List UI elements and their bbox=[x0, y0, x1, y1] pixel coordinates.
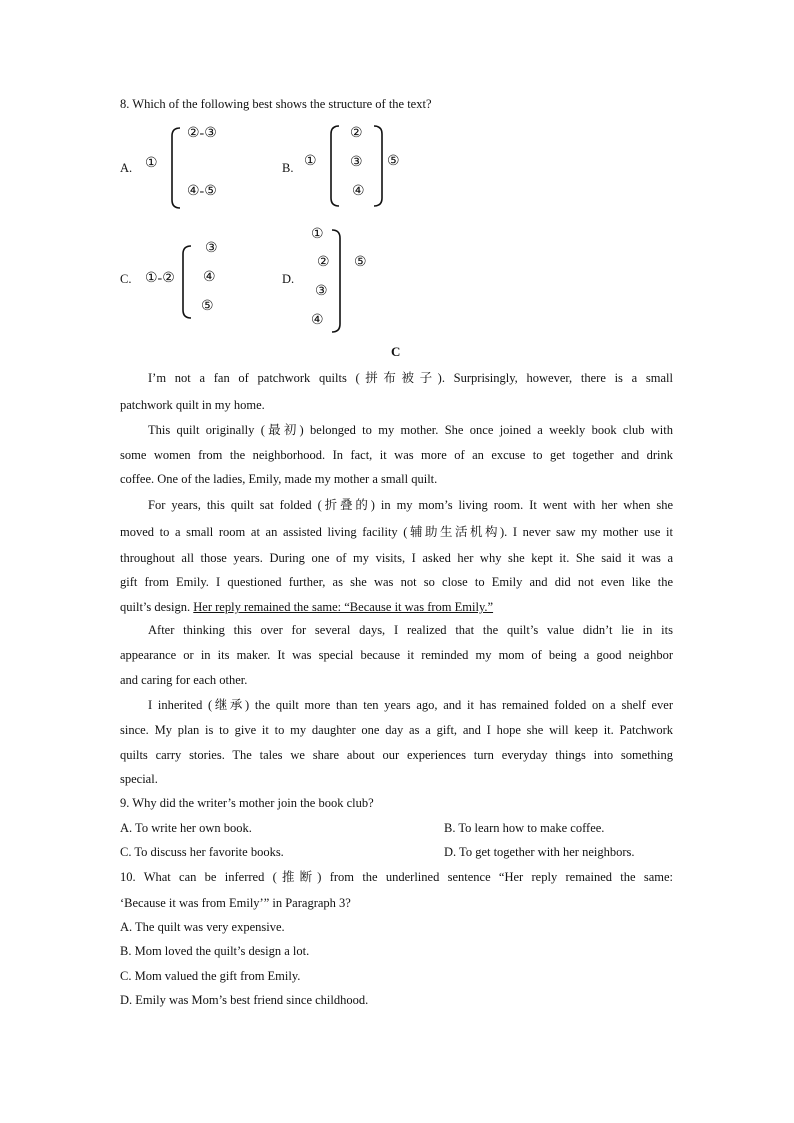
paragraph-3-line-5: quilt’s design. Her reply remained the same: “Because it was from Emily.” bbox=[120, 600, 494, 614]
paragraph-3-line-4: gift from Emily. I questioned further, as she was not so close to Emily and did not even like the bbox=[120, 575, 673, 589]
option-c-first: ①-② bbox=[145, 271, 175, 286]
question-10-option-d: D. Emily was Mom’s best friend since childhood. bbox=[120, 993, 369, 1007]
option-d-item-3: ③ bbox=[315, 284, 328, 299]
option-d-item-2: ② bbox=[317, 255, 330, 270]
paragraph-1-line-2: patchwork quilt in my home. bbox=[120, 398, 265, 412]
question-9-stem: 9. Why did the writer’s mother join the book club? bbox=[120, 796, 374, 810]
option-b-left-bracket bbox=[327, 124, 341, 208]
paragraph-5-line-2: since. My plan is to give it to my daughter one day as a gift, and I hope she will keep it. Patchwork bbox=[120, 723, 673, 737]
paragraph-5-line-3: quilts carry stories. The tales we share about our experiences turn everyday things into something bbox=[120, 748, 673, 762]
paragraph-2-line-3: coffee. One of the ladies, Emily, made my mother a small quilt. bbox=[120, 472, 438, 486]
question-9-option-b: B. To learn how to make coffee. bbox=[444, 821, 605, 835]
question-10-option-c: C. Mom valued the gift from Emily. bbox=[120, 969, 301, 983]
paragraph-5-line-1: I inherited (继承) the quilt more than ten years ago, and it has remained folded on a shelf ever bbox=[148, 698, 673, 712]
option-a-left-bracket bbox=[168, 126, 182, 210]
option-b-item-2: ③ bbox=[350, 155, 363, 170]
option-b-item-3: ④ bbox=[352, 184, 365, 199]
option-c-label: C. bbox=[120, 272, 132, 286]
paragraph-3-line-2: moved to a small room at an assisted living facility (辅助生活机构). I never saw my mother use it bbox=[120, 525, 673, 539]
option-b-right-bracket bbox=[372, 124, 386, 208]
question-10-stem-line-2: ‘Because it was from Emily’” in Paragraph 3? bbox=[120, 896, 351, 910]
option-a-top: ②-③ bbox=[187, 126, 217, 141]
option-d-item-4: ④ bbox=[311, 313, 324, 328]
paragraph-3-line-3: throughout all those years. During one of my visits, I asked her why she kept it. She said it was a bbox=[120, 551, 673, 565]
question-10-option-b: B. Mom loved the quilt’s design a lot. bbox=[120, 944, 310, 958]
option-b-last: ⑤ bbox=[387, 154, 400, 169]
option-c-left-bracket bbox=[179, 244, 193, 320]
option-c-item-3: ⑤ bbox=[201, 299, 214, 314]
question-10-stem-line-1: 10. What can be inferred (推断) from the underlined sentence “Her reply remained the same: bbox=[120, 870, 673, 884]
paragraph-4-line-3: and caring for each other. bbox=[120, 673, 248, 687]
passage-heading: C bbox=[391, 344, 401, 359]
option-c-item-2: ④ bbox=[203, 270, 216, 285]
question-9-option-c: C. To discuss her favorite books. bbox=[120, 845, 284, 859]
paragraph-4-line-1: After thinking this over for several days, I realized that the quilt’s value didn’t lie in its bbox=[148, 623, 673, 637]
option-d-label: D. bbox=[282, 272, 295, 286]
paragraph-3-line-1: For years, this quilt sat folded (折叠的) in my mom’s living room. It went with her when she bbox=[148, 498, 673, 512]
question-9-option-d: D. To get together with her neighbors. bbox=[444, 845, 635, 859]
question-10-option-a: A. The quilt was very expensive. bbox=[120, 920, 285, 934]
option-c-item-1: ③ bbox=[205, 241, 218, 256]
option-a-bottom: ④-⑤ bbox=[187, 184, 217, 199]
option-d-last: ⑤ bbox=[354, 255, 367, 270]
option-b-first: ① bbox=[304, 154, 317, 169]
paragraph-2-line-2: some women from the neighborhood. In fact, it was more of an excuse to get together and drink bbox=[120, 448, 673, 462]
paragraph-1-line-1: I’m not a fan of patchwork quilts (拼布被子). Surprisingly, however, there is a small bbox=[148, 371, 673, 385]
option-b-item-1: ② bbox=[350, 126, 363, 141]
paragraph-2-line-1: This quilt originally (最初) belonged to my mother. She once joined a weekly book club with bbox=[148, 423, 673, 437]
option-d-item-1: ① bbox=[311, 227, 324, 242]
option-b-label: B. bbox=[282, 161, 294, 175]
option-a-label: A. bbox=[120, 161, 133, 175]
paragraph-5-line-4: special. bbox=[120, 772, 158, 786]
option-d-right-bracket bbox=[330, 228, 344, 334]
question-9-option-a: A. To write her own book. bbox=[120, 821, 252, 835]
underlined-sentence: Her reply remained the same: “Because it was from Emily.” bbox=[193, 600, 494, 614]
paragraph-4-line-2: appearance or in its maker. It was special because it reminded my mom of being a good neighbor bbox=[120, 648, 673, 662]
option-a-first: ① bbox=[145, 156, 158, 171]
question-8-stem: 8. Which of the following best shows the structure of the text? bbox=[120, 97, 432, 111]
